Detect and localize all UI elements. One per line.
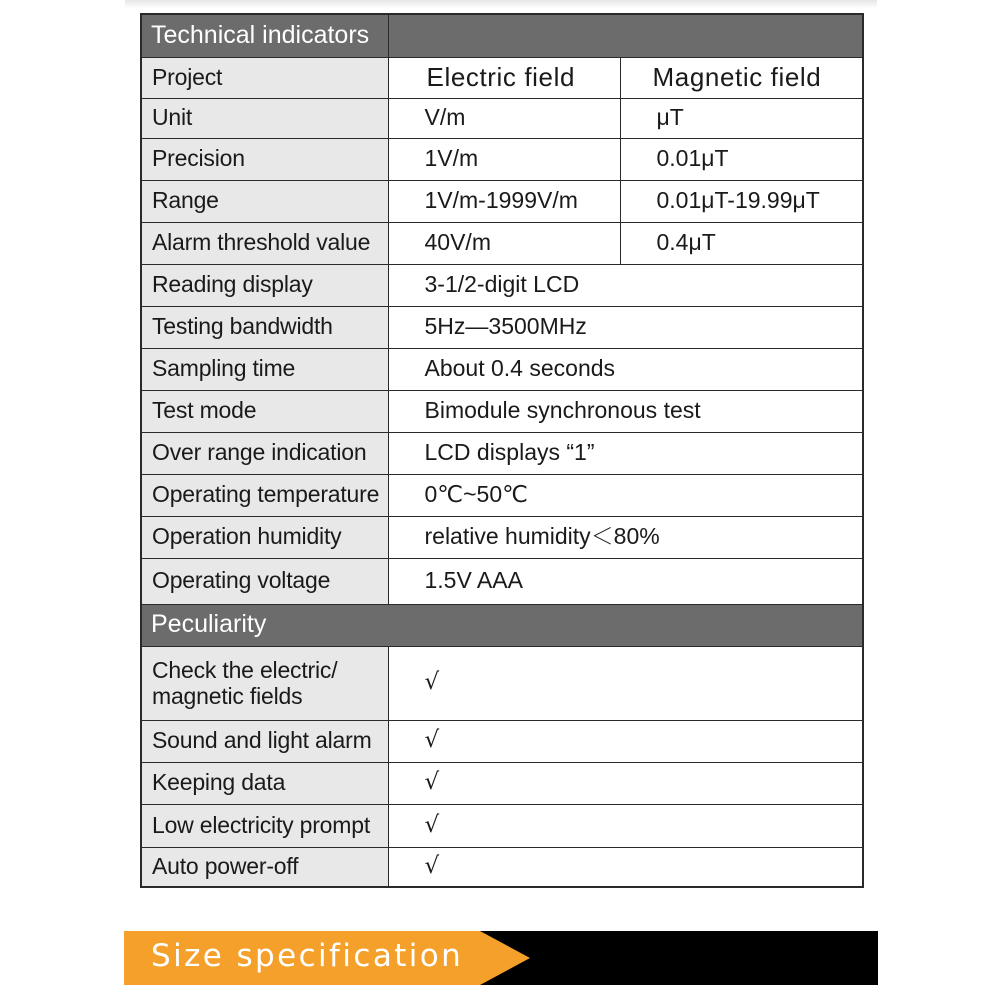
electric-value: 1V/m — [388, 138, 620, 180]
column-header-magnetic: Magnetic field — [620, 57, 863, 98]
size-specification-banner — [124, 931, 878, 985]
row-label: Sound and light alarm — [141, 720, 388, 762]
table-row — [141, 558, 863, 604]
electric-value: 1V/m-1999V/m — [388, 180, 620, 222]
row-value: LCD displays “1” — [388, 432, 863, 474]
electric-value: V/m — [388, 98, 620, 138]
row-label: Operation humidity — [141, 516, 388, 558]
magnetic-value: 0.01μT-19.99μT — [620, 180, 863, 222]
row-label: Precision — [141, 138, 388, 180]
table-row — [141, 264, 863, 306]
table-row — [141, 720, 863, 762]
table-row — [141, 222, 863, 264]
table-row — [141, 762, 863, 804]
row-value: 3-1/2-digit LCD — [388, 264, 863, 306]
table-row — [141, 432, 863, 474]
magnetic-value: 0.01μT — [620, 138, 863, 180]
table-row — [141, 180, 863, 222]
magnetic-value: 0.4μT — [620, 222, 863, 264]
row-label: Unit — [141, 98, 388, 138]
table-row — [141, 138, 863, 180]
check-mark: √ — [388, 646, 863, 720]
check-mark: √ — [388, 804, 863, 847]
table-row — [141, 804, 863, 847]
row-label: Reading display — [141, 264, 388, 306]
row-label: Alarm threshold value — [141, 222, 388, 264]
row-label: Operating temperature — [141, 474, 388, 516]
top-shade — [125, 0, 877, 8]
row-value: About 0.4 seconds — [388, 348, 863, 390]
row-label: Auto power-off — [141, 847, 388, 887]
row-label: Low electricity prompt — [141, 804, 388, 847]
row-label: Over range indication — [141, 432, 388, 474]
row-label: Keeping data — [141, 762, 388, 804]
row-value: 1.5V AAA — [388, 558, 863, 604]
row-value: Bimodule synchronous test — [388, 390, 863, 432]
column-header-row — [141, 57, 863, 98]
table-row — [141, 474, 863, 516]
section-header-peculiarity — [141, 604, 863, 646]
column-header-project: Project — [141, 57, 388, 98]
row-value: 0℃~50℃ — [388, 474, 863, 516]
check-mark: √ — [388, 720, 863, 762]
table-row — [141, 390, 863, 432]
row-value: relative humidity＜80% — [388, 516, 863, 558]
peculiarity-title: Peculiarity — [141, 604, 863, 646]
section-header-technical — [141, 14, 863, 57]
table-row — [141, 98, 863, 138]
table-row — [141, 516, 863, 558]
row-value: 5Hz—3500MHz — [388, 306, 863, 348]
row-label: Check the electric/ magnetic fields — [141, 646, 388, 720]
row-label: Sampling time — [141, 348, 388, 390]
check-mark: √ — [388, 762, 863, 804]
table-row — [141, 306, 863, 348]
row-label: Operating voltage — [141, 558, 388, 604]
table-row — [141, 847, 863, 887]
magnetic-value: μT — [620, 98, 863, 138]
banner-title: Size specification — [151, 938, 464, 974]
spec-table — [140, 13, 864, 888]
check-mark: √ — [388, 847, 863, 887]
row-label: Range — [141, 180, 388, 222]
column-header-electric: Electric field — [388, 57, 620, 98]
section-header-filler — [388, 14, 863, 57]
electric-value: 40V/m — [388, 222, 620, 264]
row-label: Test mode — [141, 390, 388, 432]
row-label: Testing bandwidth — [141, 306, 388, 348]
technical-title: Technical indicators — [141, 14, 388, 57]
table-row — [141, 348, 863, 390]
table-row — [141, 646, 863, 720]
